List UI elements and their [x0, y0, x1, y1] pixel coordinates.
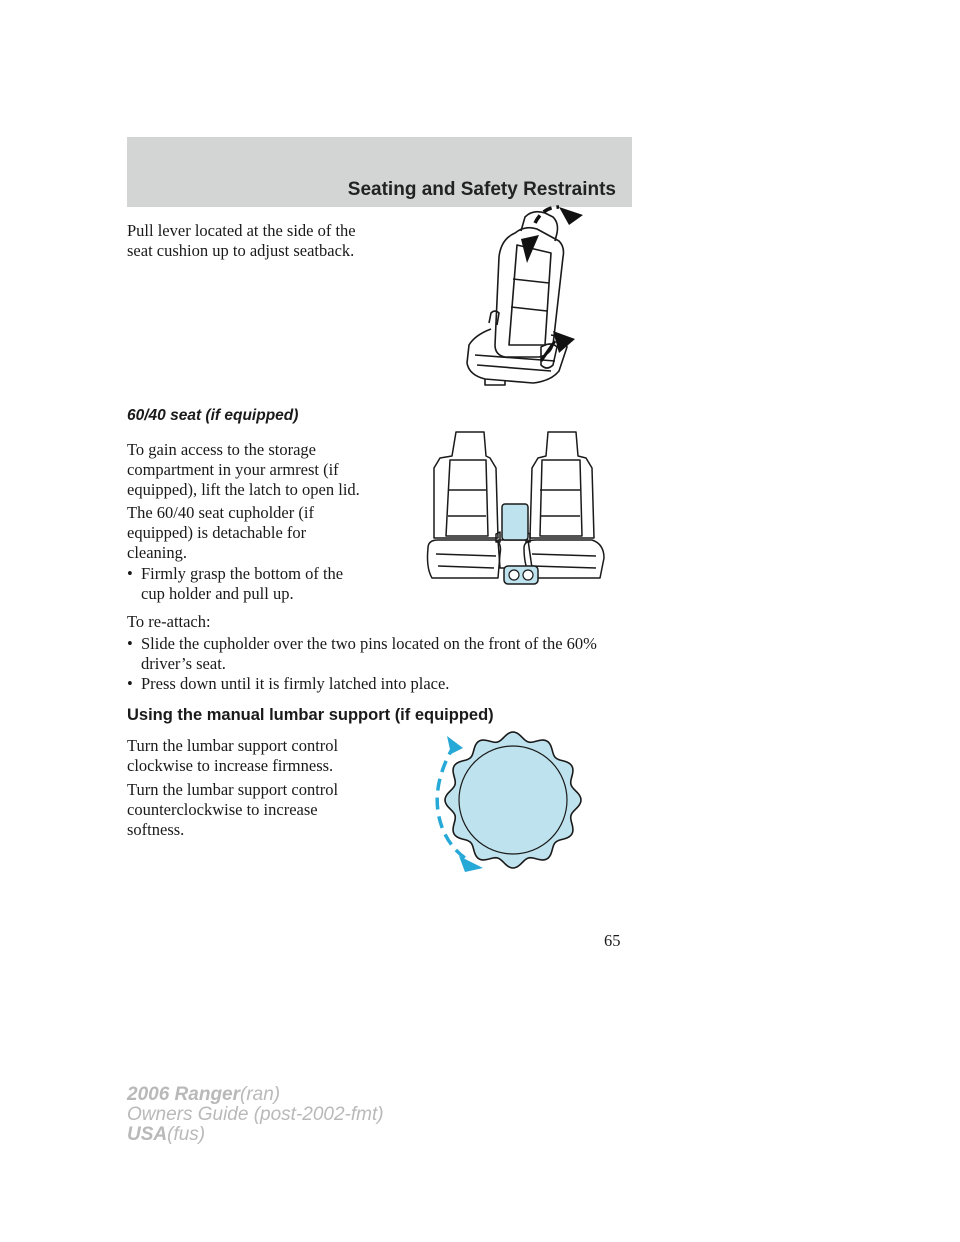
text-line: clockwise to increase firmness.	[127, 756, 334, 775]
text-line: cleaning.	[127, 543, 188, 562]
footer-line	[127, 1125, 384, 1145]
bullet-text: Press down until it is firmly latched into place.	[141, 674, 450, 693]
storage-paragraph	[127, 440, 360, 500]
sixty-forty-heading: 60/40 seat (if equipped)	[127, 407, 299, 424]
lumbar-heading: Using the manual lumbar support (if equipped)	[127, 706, 494, 724]
seatback-paragraph	[127, 221, 356, 261]
text-line: Slide the cupholder over the two pins located on the front of the 60%	[141, 634, 597, 653]
text-line: equipped), lift the latch to open lid.	[127, 480, 360, 499]
footer-code: (fus)	[167, 1124, 206, 1145]
text-line: driver’s seat.	[141, 654, 226, 673]
bullet-item	[127, 564, 387, 606]
text-line: Pull lever located at the side of the	[127, 221, 356, 240]
bullet-item	[127, 634, 647, 676]
text-line: Turn the lumbar support control	[127, 780, 339, 799]
seatback-adjust-illustration	[455, 195, 595, 390]
bullet-glyph: •	[127, 634, 133, 653]
text-line: compartment in your armrest (if	[127, 460, 339, 479]
bullet-text	[141, 564, 343, 604]
section-title: Seating and Safety Restraints	[347, 179, 616, 200]
lumbar-knob-illustration	[425, 730, 585, 875]
text-line: The 60/40 seat cupholder (if	[127, 503, 314, 522]
page-number: 65	[604, 931, 621, 950]
lumbar-knob	[445, 732, 581, 868]
footer-model: 2006 Ranger	[127, 1084, 241, 1105]
lumbar-softness-paragraph	[127, 780, 338, 840]
bullet-glyph: •	[127, 674, 133, 693]
armrest-lid	[502, 504, 528, 540]
bullet-glyph: •	[127, 564, 133, 583]
document-footer	[127, 1085, 384, 1145]
text-line: Firmly grasp the bottom of the	[141, 564, 344, 583]
lumbar-firmness-paragraph	[127, 736, 338, 776]
text-line: equipped) is detachable for	[127, 523, 307, 542]
reattach-label: To re-attach:	[127, 612, 211, 631]
text-line: cup holder and pull up.	[141, 584, 294, 603]
text-line: counterclockwise to increase	[127, 800, 318, 819]
cupholder-paragraph	[127, 503, 314, 563]
bullet-item	[127, 674, 647, 696]
sixty-forty-seat-illustration	[420, 428, 612, 590]
footer-code: (ran)	[240, 1084, 281, 1105]
text-line: Turn the lumbar support control	[127, 736, 339, 755]
footer-market: USA	[127, 1124, 168, 1145]
bullet-text	[141, 634, 597, 674]
footer-line	[127, 1085, 384, 1105]
text-line: To gain access to the storage	[127, 440, 316, 459]
footer-line: Owners Guide (post-2002-fmt)	[127, 1104, 384, 1125]
text-line: softness.	[127, 820, 185, 839]
text-line: seat cushion up to adjust seatback.	[127, 241, 355, 260]
